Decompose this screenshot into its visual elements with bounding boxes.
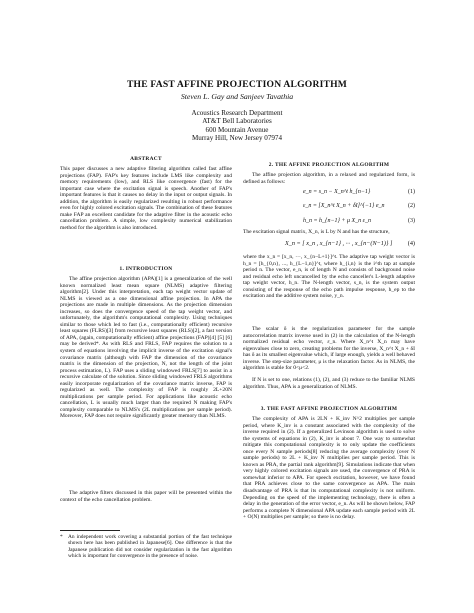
affiliation-line: Murray Hill, New Jersey 07974	[191, 134, 283, 143]
section2-heading: 2. THE AFFINE PROJECTION ALGORITHM	[268, 162, 390, 168]
regularization-paragraph: The scalar δ is the regularization parameter for the sample autocorrelation matrix inverse used in (2) in the calculation of the N-length normalized residual echo vector, ε_n. Where X_n^t X_n may have eigenvalues close to zero, creating problems for the inverse, X_n^t X_n + δI has δ as its smallest eigenvalue which, if large enough, yields a well behaved inverse. The step-size parameter, μ is the relaxation factor. As in NLMS, the algorithm is stable for 0<μ<2.	[243, 326, 415, 372]
equation-1	[243, 189, 415, 197]
equation-3-number: (3)	[408, 218, 415, 224]
abstract-heading: ABSTRACT	[130, 156, 162, 162]
intro-paragraph-1: The affine projection algorithm (APA)[1] is a generalization of the well known normalized least mean square (NLMS) adaptive filtering algorithm[2]. Under this interpretation, each tap weight vector update of NLMS is viewed as a one dimensional affine projection. In APA the projections are made in multiple dimensions. As the projection dimension increases, so does the convergence speed of the tap weight vector, and unfortunately, the algorithm's computational complexity. Using techniques similar to those which led to fast (i.e., computationally efficient) recursive least squares (FLRS)[3] from recursive least squares (RLS)[2], a fast version of APA, (again, computationally efficient) affine projections (FAP)[4] [5] [6] may be derived*. As with RLS and FRLS, FAP requires the solution to a system of equations involving the implicit inverse of the excitation signal's covariance matrix (although with FAP the dimension of the covariance matrix is the dimension of the projection, N, not the length of the joint process estimation, L). FAP uses a sliding windowed FRLS[7] to assist in a recursive calculate of the solution. Since sliding windowed FRLS algorithms easily incorporate regularization of the covariance matrix inverse, FAP is regularized as well. The complexity of FAP is roughly 2L+20N multiplications per sample period. For applications like acoustic echo cancellation, L is usually much larger than the required N making FAP's complexity comparable to NLMS's (2L multiplications per sample period). Moreover, FAP does not require significantly greater memory than NLMS.	[60, 276, 232, 420]
equation-3-body: h_n = h_{n−1} + μ X_n ε_n	[303, 218, 371, 224]
paper-authors: Steven L. Gay and Sanjeev Tavathia	[180, 92, 294, 101]
intro-paragraph-2: The adaptive filters discussed in this paper will be presented within the context of the echo cancellation problem.	[60, 490, 232, 503]
matrix-intro: The excitation signal matrix, X_n, is L by N and has the structure,	[243, 229, 390, 235]
section3-paragraph: The complexity of APA is 2LN + K_inv N^2 multiplies per sample period, where K_inv is a constant associated with the complexity of the inverse required in (2). If a generalized Levinson algorithm is used to solve the systems of equations in (2), K_inv is about 7. One way to somewhat mitigate this computational complexity is to only update the coefficients once every N sample periods[8] reducing the average complexity (over N sample periods) to 2L + K_inv N multiplies per sample period. This is known as PRA, the partial rank algorithm[9]. Simulations indicate that when very highly colored excitation signals are used, the convergence of PRA is somewhat inferior to APA. For speech excitation, however, we have found that PRA achieves close to the same convergence as APA. The main disadvantage of PRA is that its computational complexity is not uniform. Depending on the speed of the implementing technology, there is often a delay in the generation of the error vector, e_n. As will be shown below, FAP performs a complete N dimensional APA update each sample period with 2L + O(N) multiplies per sample; so there is no delay.	[243, 416, 415, 521]
definitions-paragraph: where the x_n = [x_n, ···, x_{n−L+1}]^t. The adaptive tap weight vector is h_n = [h_{0,n}, ..., h_{L−1,n}]^t, where h_{i,n} is the i^th tap at sample period n. The vector, e_n, is of length N and consists of background noise and residual echo left uncancelled by the echo canceller's L-length adaptive tap weight vector, h_n. The N-length vector, s_n, is the system output consisting of the response of the echo path impulse response, h_ep to the excitation and the additive system noise, y_n.	[243, 254, 415, 300]
affiliation-block	[0, 109, 474, 143]
equation-4-body: X_n = [ x_n , x_{n−1} , ··· , x_{n−(N−1)} ]	[285, 240, 393, 247]
equation-3	[243, 218, 415, 226]
affiliation-line: 600 Mountain Avenue	[205, 125, 269, 134]
equation-2-number: (2)	[408, 203, 415, 209]
intro-heading: 1. INTRODUCTION	[119, 266, 173, 272]
abstract-text: This paper discusses a new adaptive filtering algorithm called fast affine projections (FAP). FAP's key features include LMS like complexity and memory requirements (low), and RLS like convergence (fast) for the important case where the excitation signal is speech. Another of FAP's important features is that it causes no delay in the input or output signals. In addition, the algorithm is easily regularized resulting in robust performance even for highly colored excitation signals. The combination of these features make FAP an excellent candidate for the adaptive filter in the acoustic echo cancellation problem. A simple, low complexity numerical stabilization method for the algorithm is also introduced.	[60, 166, 232, 231]
affiliation-line: AT&T Bell Laboratories	[202, 117, 272, 126]
equation-4-number: (4)	[407, 240, 415, 247]
affiliation-line: Acoustics Research Department	[191, 109, 283, 117]
footnote-rule	[60, 530, 120, 531]
equation-2-body: ε_n = [X_n^t X_n + δI]^{−1} e_n	[303, 203, 385, 209]
footnote	[60, 534, 232, 560]
section3-heading: 3. THE FAST AFFINE PROJECTION ALGORITHM	[260, 406, 398, 412]
footnote-text: An independent work covering a substantial portion of the fast technique shown here has been published in Japanese[6]. One difference is that the Japanese publication did not consider regularization in the fast algorithm which is important for convergence in the presence of noise.	[68, 534, 232, 560]
nlms-paragraph: If N is set to one, relations (1), (2), and (3) reduce to the familiar NLMS algorithm. Thus, APA is a generalization of NLMS.	[243, 377, 415, 390]
section2-intro: The affine projection algorithm, in a relaxed and regularized form, is defined as follows:	[243, 172, 415, 185]
paper-title: THE FAST AFFINE PROJECTION ALGORITHM	[126, 79, 348, 90]
footnote-mark: *	[60, 534, 63, 540]
equation-4	[243, 240, 415, 250]
equation-1-number: (1)	[408, 189, 415, 195]
equation-2	[243, 203, 415, 211]
equation-1-body: e_n = s_n − X_n^t h_{n−1}	[303, 189, 371, 195]
